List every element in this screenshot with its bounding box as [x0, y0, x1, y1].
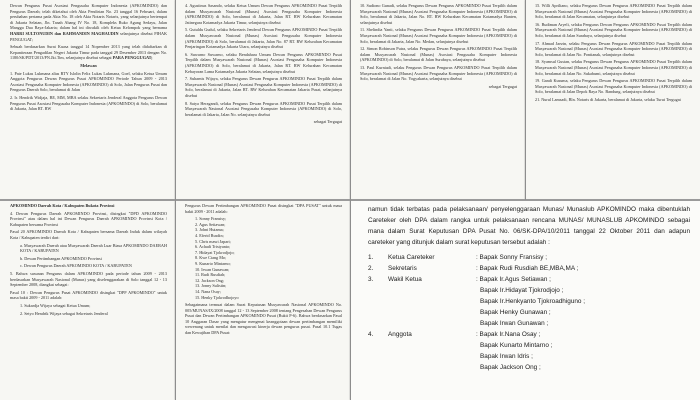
body-item: Pasal 20 APKOMINDO Daerah Kota / Kabupaten bersama Daerah Induk dalam wilayah Kota / Kabupaten terdiri dari:	[10, 229, 167, 240]
defendant-item: 17. Ahmad Jaezin, selaku Pengurus Dewan Pengurus APKOMINDO Pusat Terpilih dalam Musyawarah Nasional (Munas) Asosiasi Pengusaha Komputer Indonesia (APKOMINDO) di Solo, beralamat di Jalan No. Pontianak, selanjutnya disebut	[535, 40, 692, 57]
intro-text: Dewan Pengurus Pusat Asosiasi Pengusaha Komputer Indonesia (APKOMINDO) dan Pengurus Daerah; telah diketahui oleh Akta Pendirian No. 23 tanggal 16 Februari, dalam perubahan pertama pada Akta No. 18 oleh Akta Notaris Notaris, yang selanjutnya bertempat di Jakarta Selatan, Jln. Tanah Abang IV No. 18, Kompleks Ruko Agung Sedayu, Jalan Mangga Dua Raya-Jakarta; dalam hal ini diwakili oleh Ketua Kelompok yang bernama	[10, 3, 167, 31]
defendant-item: 16. Budiman Aryeli, selaku Pengurus Dewan Pengurus APKOMINDO Pusat Terpilih dalam Musyawarah Nasional (Munas) Asosiasi Pengusaha Komputer Indonesia (APKOMINDO) di Solo, beralamat di Jalan Surabaya, selanjutnya disebut	[535, 21, 692, 38]
member-name: 9. Kunarto Mintarno;	[195, 260, 231, 266]
document-page-2	[175, 0, 350, 200]
body-item: 4. Dewan Pengurus Daerah APKOMINDO Provinsi, disingkat "DPD APKOMINDO Provinsi" atau dalam hal ini Dewan Pengurus Daerah APKOMINDO Provinsi Kota / Kabupaten bersama Provinsi	[10, 210, 167, 227]
body-item: a. Musyawarah Daerah atau Musyawarah Daerah Luar Biasa APKOMINDO DAERAH KOTA / KABUPATEN	[20, 242, 167, 254]
document-page-6	[175, 200, 350, 400]
defendant-item: 8. Satya Heragandi, selaku Pengurus Dewan Pengurus APKOMINDO Pusat Terpilih dalam Musyawarah Nasional Asosiasi Pengusaha Komputer Indonesia (APKOMINDO) di Solo, beralamat di Jakarta, Jalan No. selanjutnya disebut	[185, 100, 342, 117]
role-row: Bapak Henky Gunawan ;	[480, 309, 551, 316]
defendant-item: 6. Suwarno Suwarno, selaku Bendahara Umum Dewan Pengurus APKOMINDO Pusat Terpilih dalam Musyawarah Nasional (Munas) Asosiasi Pengusaha Komputer Indonesia (APKOMINDO) di Solo, beralamat di Jakarta, Jalan RT. RW Kelurahan Kecamatan Kebayoran Lama Kotamadya Jakarta Selatan, selanjutnya disebut	[185, 51, 342, 74]
defendant-item: 7. Suharnis Wijaya, selaku Pengurus Dewan Pengurus APKOMINDO Pusat Terpilih dalam Musyawarah Nasional (Munas) Asosiasi Pengusaha Komputer Indonesia (APKOMINDO) di Solo, beralamat di Jakarta, Jalan RT. RW Kelurahan Kecamatan Jakarta Pusat, selanjutnya disebut	[185, 76, 342, 98]
section-heading: APKOMINDO Daerah Kota / Kabupaten Bukota Provinsi	[10, 203, 115, 208]
careteker-roles	[368, 252, 690, 373]
member-name: 12. Jackson Ong;	[195, 277, 224, 283]
defendant-item: 19. Gandi Kusuma, selaku Pengurus Dewan Pengurus APKOMINDO Pusat Terpilih dalam Musyawarah Nasional (Munas) Asosiasi Pengusaha Komputer Indonesia (APKOMINDO) di Solo, beralamat di Jalan Depok Raya No. Bandung, selanjutnya disebut	[535, 78, 692, 95]
defendant-item: 18. Syamsul Gustan, selaku Pengurus Dewan Pengurus APKOMINDO Pusat Terpilih dalam Musyawarah Nasional (Munas) Asosiasi Pengusaha Komputer Indonesia (APKOMINDO) di Solo, beralamat di Jalan No. Sukabumi, selanjutnya disebut	[535, 59, 692, 76]
body-item: 2. Setyo Hendrik Wijaya sebagai Sekretaris Jenderal	[20, 310, 108, 316]
defendant-item: 11. Shelindia Yanti, selaku Pengurus Dewan Pengurus APKOMINDO Pusat Terpilih dalam Musyawarah Nasional (Munas) Asosiasi Pengusaha Komputer Indonesia (APKOMINDO) di Solo, beralamat di Jakarta, Jalan No. Medan, selanjutnya disebut	[360, 27, 517, 44]
careteker-paragraph: namun tidak terbatas pada pelaksanaan/ penyelenggaraan Munas/ Munaslub APKOMINDO maka dibentuklah Careteker oleh DPA dalam rangka untuk pelaksanaan rencana MUNAS/ MUNASLUB APKOMINDO sebagai mana dalam Surat Keputusan DPA Pusat No. 06/SK-DPA/10/2011 tanggal 22 Oktober 2011 dan adapun careteker yang ditunjuk dalam surat keputusan tersebut adalah :	[368, 206, 690, 246]
member-name: 3. Johni Hutama;	[195, 227, 224, 233]
document-page-3	[350, 0, 525, 200]
role-row: Bapak Irwan Idris ;	[480, 353, 533, 360]
member-name: 11. Rudi Rusdiah;	[195, 272, 226, 278]
body-item: b. Dewan Pertimbangan APKOMINDO Provinsi	[20, 255, 102, 261]
document-page-4	[525, 0, 700, 200]
body-item: Pasal 10 : Dewan Pengurus Pusat APKOMINDO disingkat "DPP APKOMINDO" untuk masa bakti 2009 - 2011 adalah:	[10, 289, 167, 301]
defendant-item: 1. Pate Lukas Lukmana alias RTY Islolin Felix Lukas Lukmana, Goel, selaku Ketua Umum Anggota Pengurus Dewan Pengurus Pusat APKOMINDO Periode Tahun 2009 - 2013 Asosiasi Pengusaha Komputer Indonesia (APKOMINDO) di Solo, Jalan Pengurus Pusat dan Pengurus Daerah Solo, beralamat di Jalan	[10, 70, 167, 93]
role-row: Bapak Ir.Henkyanto Tjokroadhiguno ;	[480, 298, 586, 305]
role-row: 3. Wakil Ketua : Bapak Ir.Agus Setiawan ;	[368, 276, 551, 283]
member-name: 7. Hidayat Tjokrodjojo;	[195, 249, 235, 255]
role-row: Bapak Jackson Ong ;	[480, 364, 541, 371]
page-divider-vertical	[525, 0, 526, 200]
section-heading: Pengurus Dewan Pertimbangan APKOMINDO Pusat disingkat "DPA PUSAT" untuk masa bakti 2009 - 2011 adalah:	[185, 203, 342, 214]
melawan-heading: Melawan	[80, 62, 97, 68]
defendant-item: 13. Paul Kurniadi, selaku Pengurus Dewan Pengurus APKOMINDO Pusat Terpilih dalam Musyawarah Nasional (Munas) Asosiasi Pengusaha Komputer Indonesia (APKOMINDO) di Solo, beralamat di Jalan No. Yogyakarta, selanjutnya disebut	[360, 64, 517, 82]
body-text: Sebagaimana termuat dalam Surat Keputusan Musyawarah Nasional APKOMINDO No. 005/MUNAS/IX/2008 tanggal 12 - 13 September 2008 tentang Pengesahan Dewan Pengurus Pusat dan Dewan Pertimbangan APKOMINDO Pusat (Bukti P-6). Bahwa berdasarkan Pasal 10 Anggaran Dasar yang mengatur mengenai keanggotaan dewan pertimbangan memiliki wewenang untuk menilai dan mengawasi kinerja dewan pengurus pusat. Pasal 10.1 Tugas dan Kewajiban DPA Pusat:	[185, 302, 342, 336]
document-page-7	[350, 200, 700, 400]
member-name: 14. Nana Osay;	[195, 288, 221, 294]
member-list	[195, 216, 342, 300]
intro-closing: selanjutnya disebut PIHAK PENGUGAT;	[10, 30, 168, 42]
document-page-1	[0, 0, 175, 200]
role-row: Bapak Kunarto Mintarno ;	[480, 342, 553, 349]
defendant-item: 4. Agustinus Sasando, selaku Ketua Umum Dewan Pengurus APKOMINDO Pusat Terpilih dalam Musyawarah Nasional (Munas) Asosiasi Pengusaha Komputer Indonesia (APKOMINDO) di Solo, beralamat di Jakarta, Jalan RT. RW Kelurahan Kecamatan Jatinegara Kotamadya Jakarta Timur, selanjutnya disebut	[185, 3, 342, 25]
member-name: 2. Agus Setiawan;	[195, 221, 226, 227]
defendant-item: 15. Willi Apriliano, selaku Pengurus Dewan Pengurus APKOMINDO Pusat Terpilih dalam Musyawarah Nasional (Munas) Asosiasi Pengusaha Komputer Indonesia (APKOMINDO) di Solo, beralamat di Jalan Kecamatan, selanjutnya disebut	[535, 3, 692, 20]
tergugat-label: sebagai Tergugat	[313, 119, 342, 125]
member-name: 6. Achadi Tristyanto;	[195, 244, 231, 250]
member-name: 1. Sonny Fransisy;	[195, 216, 227, 222]
body-item: c. Dewan Pengurus Daerah APKOMINDO KOTA / KABUPATEN	[20, 263, 132, 269]
member-name: 10. Irwan Gunawan;	[195, 266, 230, 272]
document-page-5	[0, 200, 175, 400]
para-penggugat-label: PARA PENGGUGAT;	[112, 55, 153, 61]
role-row: 4. Anggota : Bapak Ir.Nana Osay ;	[368, 331, 541, 338]
defendant-item: 21. Nurul Lamsadi, Bln. Notaris di Jakarta, beralamat di Jakarta, selaku Turut Tergugat	[535, 96, 681, 102]
member-name: 8. Kwe Ciang Mo;	[195, 255, 227, 261]
defendant-item: 12. Simon Robinson Putra, selaku Pengurus Dewan Pengurus APKOMINDO Pusat Terpilih dalam Musyawarah Nasional (Munas) Asosiasi Pengusaha Komputer Indonesia (APKOMINDO) di Solo, beralamat di Jalan Surabaya, selanjutnya disebut	[360, 46, 517, 63]
body-item: 5. Bahwa susunan Pengurus dalam APKOMINDO pada periode tahun 2009 - 2013 berdasarkan Musyawarah Nasional (Munas) yang diselenggarakan di Solo tanggal 12 - 13 September 2008, diangkat sebagai:	[10, 270, 167, 288]
role-row: Bapak Irwan Gunawan ;	[480, 320, 549, 327]
role-row: 2. Sekretaris : Bapak Rudi Rusdiah BE,MBA,MA ;	[368, 265, 579, 272]
member-name: 15. Henky Tjokrodhojoyo	[195, 294, 239, 300]
defendant-item: 2. Ir. Hendrik Widjaja, BE, MM, MBA selaku Sekretaris Jenderal Anggota Pengurus Dewan Pengurus Pusat Asosiasi Pengusaha Komputer Indonesia (APKOMINDO) di Solo, beralamat di Jakarta, Jalan RT. RW	[10, 94, 167, 112]
power-of-attorney-text: Sebuah berdasarkan Surat Kuasa tanggal 14 Nopember 2013 yang telah didaftarkan di Kepaniteraan Pengadilan Negeri Jakarta Timur pada tanggal 29 Desember 2013 dengan No. 1180/SK/PDT/2013/PN.Jkt.Tim, selanjutnya disebut sebagai	[10, 44, 167, 61]
member-name: 5. Chris mawi Japari;	[195, 238, 231, 244]
page-divider-vertical	[350, 0, 351, 400]
role-row: 1. Ketua Careteker : Bapak Sonny Fransisy ;	[368, 254, 548, 261]
defendant-item: 5. Gutuldu Gudul, selaku Sekretaris Jenderal Dewan Pengurus APKOMINDO Pusat Terpilih dalam Musyawarah Nasional (Munas) Asosiasi Pengusaha Komputer Indonesia (APKOMINDO) di Solo, beralamat di Jakarta, Jalan No. 87 RT. RW Kelurahan Kecamatan Penjaringan Kotamadya Jakarta Utara, selanjutnya disebut	[185, 27, 342, 50]
tergugat-label: sebagai Tergugat	[488, 83, 517, 89]
body-item: 1. Sukardja Wijaya sebagai Ketua Umum;	[20, 302, 91, 308]
role-row: Bapak Ir.Hidayat Tjokrodjojo ;	[480, 287, 564, 294]
defendant-item: 10. Sudiono Gunadi, selaku Pengurus Dewan Pengurus APKOMINDO Pusat Terpilih dalam Musyawarah Nasional (Munas) Asosiasi Pengusaha Komputer Indonesia (APKOMINDO) di Solo, beralamat di Jakarta, Jalan No. RT. RW Kelurahan Kecamatan Kotamadya Banten, selanjutnya disebut	[360, 3, 517, 25]
plaintiff-names: HARRI SULTONUDIN dan RAHMANDIN MAGHAUDIN	[10, 30, 119, 36]
page-divider-vertical	[175, 0, 176, 400]
member-name: 4. Eferid Rusdin;	[195, 232, 224, 238]
member-name: 13. Jonny Sulistin;	[195, 283, 227, 289]
